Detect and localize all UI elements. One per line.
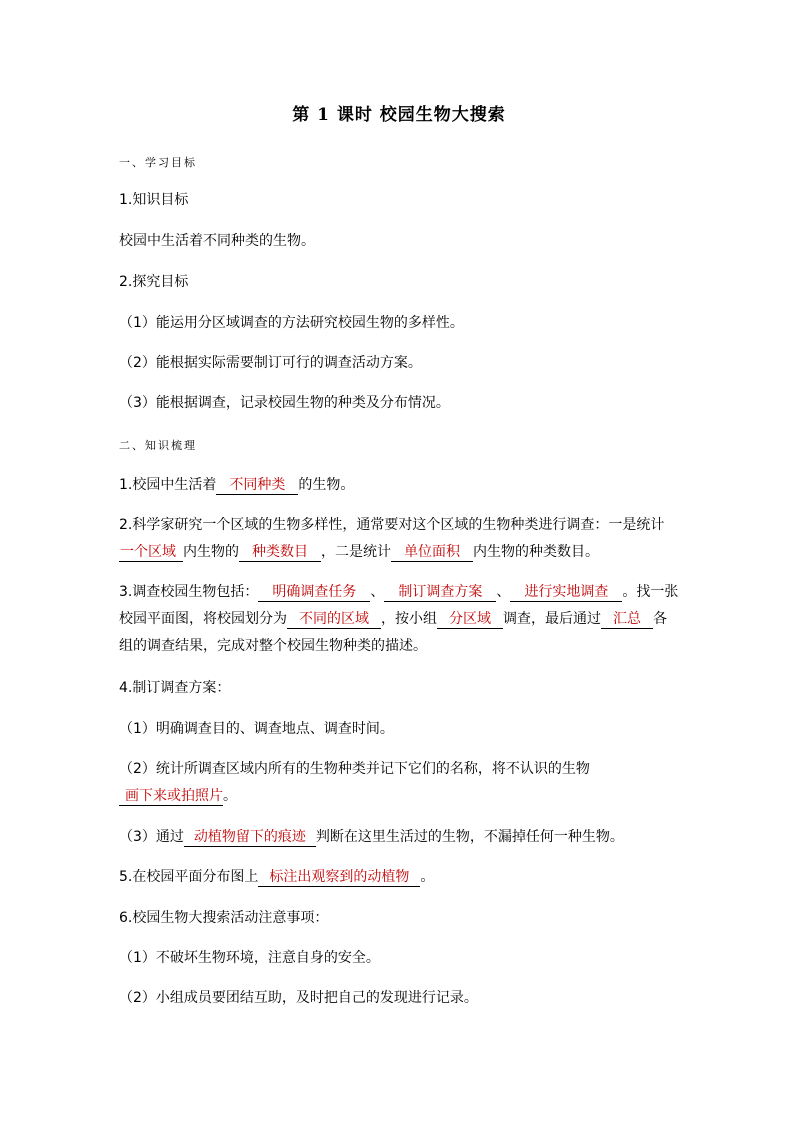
text: 3.调查校园生物包括： — [119, 584, 259, 600]
knowledge-item-4-line-1: （1）明确调查目的、调查地点、调查时间。 — [119, 721, 394, 737]
section-heading-goals: 一、学习目标 — [119, 156, 197, 169]
knowledge-item-5 — [119, 864, 679, 891]
text: 、 — [370, 584, 385, 600]
text: 判断在这里生活过的生物，不漏掉任何一种生物。 — [315, 829, 624, 845]
answer-blank: 汇总 — [601, 610, 653, 629]
answer-blank: 画下来或拍照片 — [119, 787, 223, 806]
answer-blank: 单位面积 — [391, 543, 473, 562]
goal-knowledge-heading: 1.知识目标 — [119, 192, 189, 208]
answer-blank: 一个区域 — [119, 543, 183, 562]
text: 1.校园中生活着 — [119, 477, 217, 493]
goal-inquiry-item-2: （2）能根据实际需要制订可行的调查活动方案。 — [119, 355, 422, 371]
text: 内生物的种类数目。 — [473, 544, 599, 560]
text: 。找一张校园平面图，将校园划分为 — [119, 584, 679, 627]
text: ，按小组 — [381, 611, 437, 627]
section-heading-knowledge: 二、知识梳理 — [119, 439, 197, 452]
text: （2）统计所调查区域内所有的生物种类并记下它们的名称，将不认识的生物 — [119, 761, 590, 777]
knowledge-item-2 — [119, 512, 679, 566]
answer-blank: 不同的区域 — [287, 610, 381, 629]
text: 内生物的 — [183, 544, 239, 560]
text: 的生物。 — [298, 477, 355, 493]
goal-inquiry-heading: 2.探究目标 — [119, 274, 189, 290]
goal-knowledge-text: 校园中生活着不同种类的生物。 — [119, 233, 315, 249]
goal-inquiry-item-3: （3）能根据调查，记录校园生物的种类及分布情况。 — [119, 395, 450, 411]
text: 调查，最后通过 — [503, 611, 601, 627]
knowledge-item-6-line-2: （2）小组成员要团结互助，及时把自己的发现进行记录。 — [119, 990, 478, 1006]
text: 。 — [223, 788, 237, 804]
knowledge-item-4-line-3 — [119, 824, 679, 851]
knowledge-item-3 — [119, 579, 679, 660]
text: 各组的调查结果，完成对整个校园生物种类的描述。 — [119, 611, 667, 654]
knowledge-item-6-line-1: （1）不破坏生物环境，注意自身的安全。 — [119, 950, 380, 966]
knowledge-item-1 — [119, 472, 679, 499]
page-title: 第 1 课时 校园生物大搜索 — [292, 105, 506, 125]
answer-blank: 标注出观察到的动植物 — [258, 868, 420, 887]
answer-blank: 动植物留下的痕迹 — [184, 828, 316, 847]
text: 、 — [496, 584, 511, 600]
answer-blank: 进行实地调查 — [510, 583, 622, 602]
answer-blank: 种类数目 — [239, 543, 321, 562]
goal-inquiry-item-1: （1）能运用分区域调查的方法研究校园生物的多样性。 — [119, 315, 464, 331]
text: 5.在校园平面分布图上 — [119, 869, 259, 885]
answer-blank: 明确调查任务 — [258, 583, 370, 602]
text: 2.科学家研究一个区域的生物多样性，通常要对这个区域的生物种类进行调查：一是统计 — [119, 517, 665, 533]
answer-blank: 制订调查方案 — [384, 583, 496, 602]
text: 。 — [420, 869, 435, 885]
knowledge-item-6-heading: 6.校园生物大搜索活动注意事项： — [119, 910, 329, 926]
knowledge-item-4-heading: 4.制订调查方案： — [119, 680, 231, 696]
answer-blank: 分区域 — [437, 610, 503, 629]
text: ，二是统计 — [321, 544, 391, 560]
answer-blank: 不同种类 — [216, 476, 298, 495]
knowledge-item-4-line-2 — [119, 756, 679, 810]
text: （3）通过 — [119, 829, 184, 845]
